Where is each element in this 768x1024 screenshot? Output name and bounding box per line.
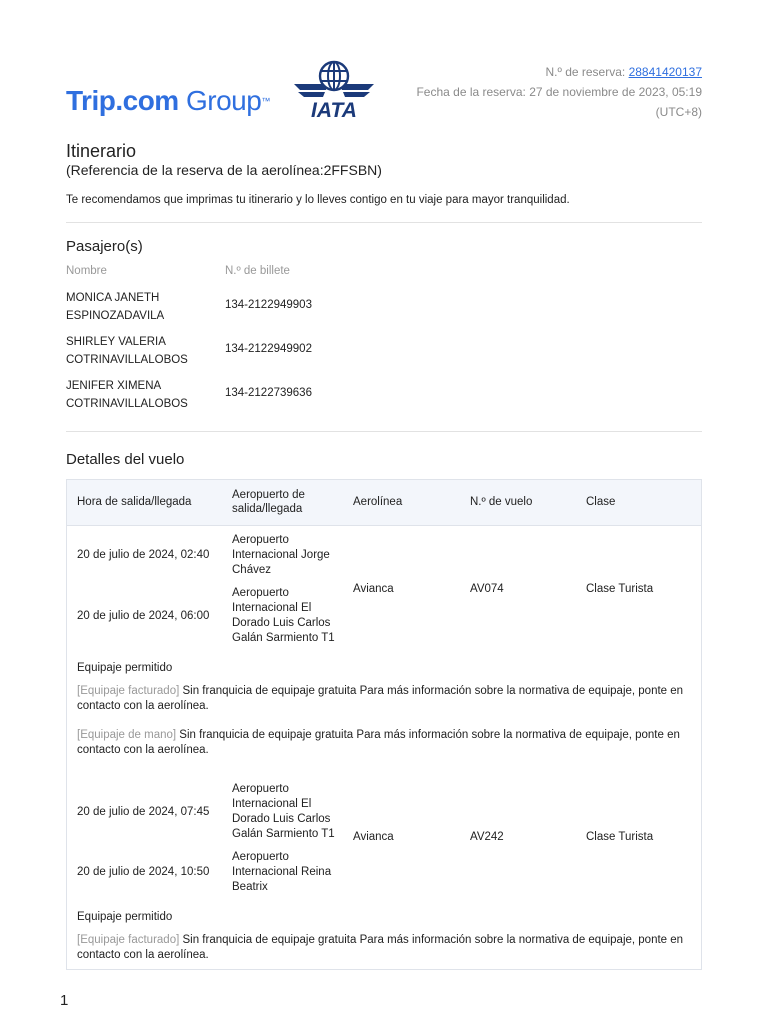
column-header-name: Nombre [66,265,107,277]
airport-line: Dorado Luis Carlos [232,617,331,629]
passenger-name-line: ESPINOZADAVILA [66,310,165,322]
baggage-tag: [Equipaje facturado] [77,685,180,697]
cabin-class: Clase Turista [586,583,654,595]
cabin-class: Clase Turista [586,831,654,843]
booking-number-label: N.º de reserva: [545,65,629,79]
arrival-airport [232,586,352,646]
passenger-name [66,333,216,369]
column-header-ticket: N.º de billete [225,265,290,277]
departure-time: 20 de julio de 2024, 02:40 [77,549,210,561]
arrival-airport [232,850,352,895]
flight-number: AV074 [470,583,504,595]
airport-line: Aeropuerto [232,783,289,795]
booking-date: Fecha de la reserva: 27 de noviembre de 2023, 05:19 [416,85,702,99]
airline-booking-reference: (Referencia de la reserva de la aerolínea:2FFSBN) [66,162,382,178]
flight-number: AV242 [470,831,504,843]
print-recommendation: Te recomendamos que imprimas tu itinerario y lo lleves contigo en tu viaje para mayor tranquilidad. [66,194,570,206]
baggage-tag: [Equipaje facturado] [77,934,180,946]
airline: Avianca [353,583,394,595]
passenger-name [66,289,216,325]
airport-line: Internacional El [232,602,312,614]
iata-logo-text: IATA [311,99,357,120]
airport-line: Internacional Reina [232,866,332,878]
logo-dotcom-text: .com [115,85,179,116]
passenger-name [66,377,216,413]
baggage-text: Sin franquicia de equipaje gratuita Para más información sobre la normativa de equipaje, ponte en contacto con la aerolínea. [77,934,684,961]
divider [66,431,702,432]
airport-line: Galán Sarmiento T1 [232,828,335,840]
booking-info [416,62,702,122]
header-flight-number: N.º de vuelo [470,496,533,508]
airport-line: Beatrix [232,881,268,893]
header-airport [232,488,305,516]
airport-line: Aeropuerto [232,534,289,546]
header-airport-line: salida/llegada [232,503,303,515]
passenger-ticket-number: 134-2122739636 [225,387,312,399]
checked-baggage-info [77,684,697,714]
iata-logo-icon [292,60,376,120]
baggage-tag: [Equipaje de mano] [77,729,177,741]
passenger-name-line: COTRINAVILLALOBOS [66,398,188,410]
airline: Avianca [353,831,394,843]
logo-group-text: Group [178,85,262,116]
passenger-name-line: JENIFER XIMENA [66,380,162,392]
arrival-time: 20 de julio de 2024, 10:50 [77,866,210,878]
passenger-name-line: MONICA JANETH [66,292,160,304]
airport-line: Dorado Luis Carlos [232,813,331,825]
departure-airport [232,782,352,842]
passengers-title: Pasajero(s) [66,238,143,255]
header-airport-line: Aeropuerto de [232,489,305,501]
booking-timezone: (UTC+8) [655,105,702,119]
flight-details-title: Detalles del vuelo [66,451,185,468]
document-header [0,0,768,130]
divider [66,222,702,223]
airport-line: Internacional Jorge [232,549,330,561]
airport-line: Internacional El [232,798,312,810]
baggage-text: Sin franquicia de equipaje gratuita Para más información sobre la normativa de equipaje, ponte en contacto con la aerolínea. [77,729,680,756]
airport-line: Aeropuerto [232,587,289,599]
header-class: Clase [586,496,616,508]
departure-time: 20 de julio de 2024, 07:45 [77,806,210,818]
baggage-allowance-title: Equipaje permitido [77,662,173,674]
page-number: 1 [60,992,69,1009]
baggage-text: Sin franquicia de equipaje gratuita Para más información sobre la normativa de equipaje, ponte en contacto con la aerolínea. [77,685,684,712]
passenger-name-line: COTRINAVILLALOBOS [66,354,188,366]
booking-number-link[interactable]: 28841420137 [628,65,702,79]
carry-on-baggage-info [77,728,697,758]
airport-line: Chávez [232,564,271,576]
header-time: Hora de salida/llegada [77,496,192,508]
flight-table-header [67,480,701,526]
page-title: Itinerario [66,141,137,161]
booking-number-line [416,62,702,82]
departure-airport [232,533,352,578]
passenger-name-line: SHIRLEY VALERIA [66,336,166,348]
airport-line: Galán Sarmiento T1 [232,632,335,644]
checked-baggage-info [77,933,697,963]
arrival-time: 20 de julio de 2024, 06:00 [77,610,210,622]
logo-trip-text: Trip [66,85,116,116]
airport-line: Aeropuerto [232,851,289,863]
passenger-ticket-number: 134-2122949903 [225,299,312,311]
flight-details-table [66,479,702,970]
baggage-allowance-title: Equipaje permitido [77,911,173,923]
header-airline: Aerolínea [353,496,403,508]
trip-com-group-logo [66,84,270,118]
passenger-ticket-number: 134-2122949902 [225,343,312,355]
logo-trademark: ™ [261,96,270,106]
